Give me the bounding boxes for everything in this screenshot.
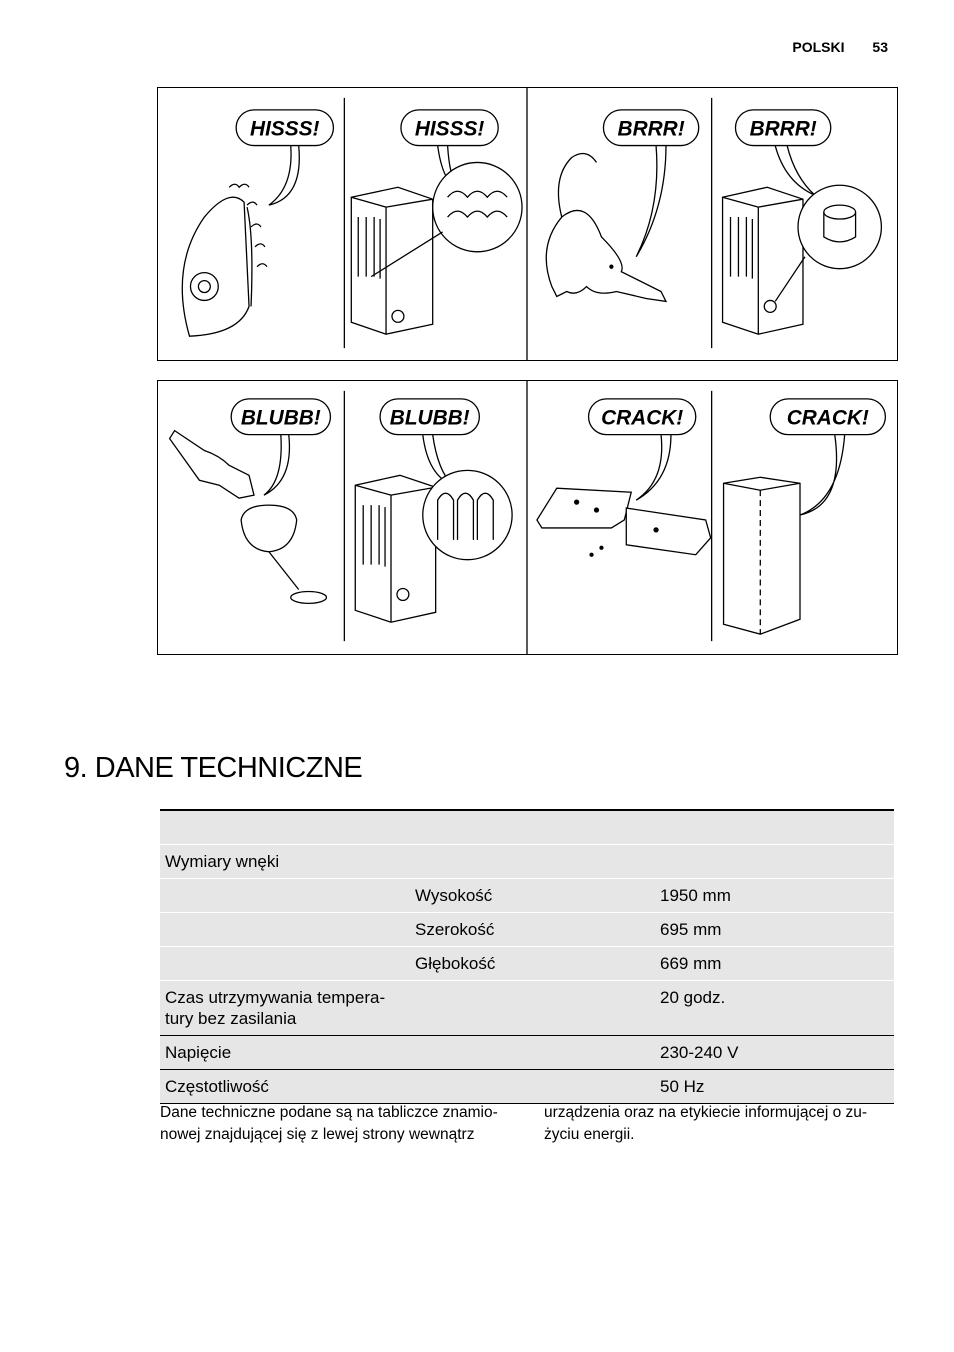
blubb-2-text: BLUBB! xyxy=(389,406,470,430)
speech-bubble-crack-1 xyxy=(589,399,696,500)
row-value: 230-240 V xyxy=(655,1036,894,1070)
empty-cell xyxy=(160,913,410,947)
table-row xyxy=(160,1070,894,1104)
table-row xyxy=(160,913,894,947)
hisss-1-text: HISSS! xyxy=(250,117,320,141)
iron-icon xyxy=(182,184,267,336)
note-text-left: Dane techniczne podane są na tabliczce znamio- nowej znajdującej się z lewej strony wewnątrz xyxy=(160,1104,498,1143)
empty-cell xyxy=(410,1070,655,1104)
fridge-compressor-icon xyxy=(723,185,882,334)
section-heading xyxy=(64,752,362,785)
empty-cell xyxy=(410,981,655,1036)
hisss-2-text: HISSS! xyxy=(414,117,485,141)
brrr-2-text: BRRR! xyxy=(749,117,817,141)
speech-bubble-brrr-2 xyxy=(735,110,830,195)
group-label: Wymiary wnęki xyxy=(160,845,894,879)
table-row xyxy=(160,879,894,913)
sounds-illustration-panel-1 xyxy=(157,87,898,361)
row-label: Częstotliwość xyxy=(160,1070,410,1104)
dimension-label: Wysokość xyxy=(410,879,655,913)
table-row xyxy=(160,1036,894,1070)
technical-data-table xyxy=(160,809,894,1104)
dimension-value: 1950 mm xyxy=(655,879,894,913)
fridge-back-icon-2 xyxy=(355,470,512,622)
section-number: 9. xyxy=(64,752,88,784)
page-header xyxy=(792,39,888,55)
dimension-label: Szerokość xyxy=(410,913,655,947)
language-label: POLSKI xyxy=(792,39,845,55)
cracked-ice-tray-icon xyxy=(537,488,711,556)
speech-bubble-brrr-1 xyxy=(603,110,698,257)
dimension-label: Głębokość xyxy=(410,947,655,981)
section-title: DANE TECHNICZNE xyxy=(94,752,363,784)
crack-1-text: CRACK! xyxy=(601,406,684,430)
fridge-front-icon xyxy=(724,477,800,634)
blubb-1-text: BLUBB! xyxy=(240,406,321,430)
row-label: Napięcie xyxy=(160,1036,410,1070)
table-header-row xyxy=(160,810,894,845)
row-label-line2: tury bez zasilania xyxy=(165,1009,297,1028)
table-row xyxy=(160,845,894,879)
brrr-1-text: BRRR! xyxy=(617,117,685,141)
fridge-back-icon xyxy=(351,162,522,334)
empty-cell xyxy=(160,879,410,913)
page-number: 53 xyxy=(872,39,888,55)
dimension-value: 669 mm xyxy=(655,947,894,981)
empty-cell xyxy=(410,1036,655,1070)
empty-cell xyxy=(160,947,410,981)
wine-bottle-glass-icon xyxy=(170,431,327,604)
table-row xyxy=(160,981,894,1036)
speech-bubble-hisss-1 xyxy=(236,110,333,205)
table-row xyxy=(160,947,894,981)
sounds-illustration-panel-2 xyxy=(157,380,898,655)
table-header-cell xyxy=(160,810,894,845)
row-value: 20 godz. xyxy=(655,981,894,1036)
dimension-value: 695 mm xyxy=(655,913,894,947)
row-label xyxy=(160,981,410,1036)
row-value: 50 Hz xyxy=(655,1070,894,1104)
row-label-line1: Czas utrzymywania tempera- xyxy=(165,988,386,1007)
crack-2-text: CRACK! xyxy=(786,406,869,430)
note-text-right: urządzenia oraz na etykiecie informującej o zu- życiu energii. xyxy=(544,1104,868,1143)
